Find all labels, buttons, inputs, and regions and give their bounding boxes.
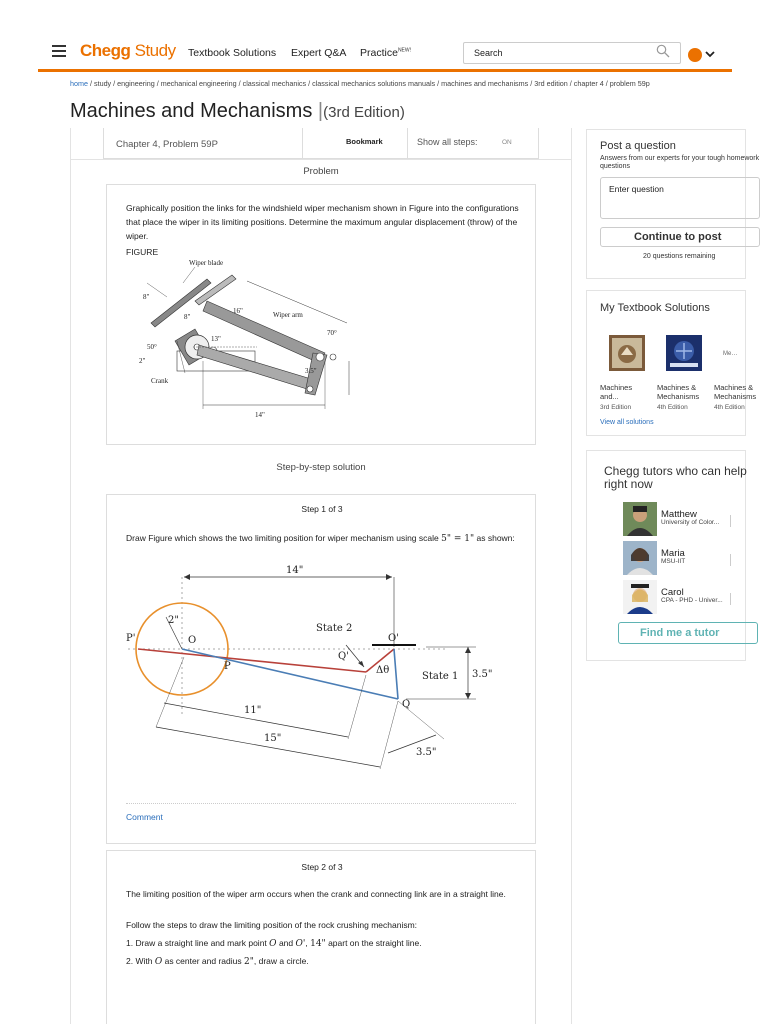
label-2in: 2"	[139, 357, 146, 365]
step-2-title	[107, 862, 537, 872]
label-8in-b: 8"	[184, 313, 191, 321]
nav-expert-qa[interactable]: Expert Q&A	[291, 47, 347, 59]
tutor-school: University of Color...	[661, 519, 720, 526]
label-70deg: 70°	[327, 329, 337, 337]
book-cover-1[interactable]	[609, 335, 645, 371]
questions-remaining: 20 questions remaining	[643, 253, 716, 260]
logo-product: Study	[134, 41, 176, 60]
tutor-avatar-carol[interactable]	[623, 580, 657, 614]
textbook-solutions-card	[586, 290, 757, 436]
logo-brand: Chegg	[80, 41, 131, 60]
step-1-scale: 5" = 1"	[441, 534, 475, 544]
label-q-prime: Q'	[338, 651, 349, 662]
book-edition: (3rd Edition)	[323, 104, 405, 121]
label-crank: Crank	[151, 377, 169, 385]
page-title: Machines and Mechanisms |(3rd Edition)	[70, 100, 405, 122]
view-all-solutions-link[interactable]: View all solutions	[600, 419, 654, 426]
continue-to-post-button[interactable]: Continue to post	[600, 227, 760, 247]
wiper-mechanism-figure	[137, 261, 357, 419]
book-3-name[interactable]: Machines & Mechanisms	[714, 383, 757, 401]
new-badge: NEW!	[397, 47, 411, 54]
tutor-name[interactable]: Matthew	[661, 509, 697, 520]
step-1-text-a: Draw Figure which shows the two limiting position for wiper mechanism using scale	[126, 533, 439, 543]
find-me-a-tutor-button[interactable]: Find me a tutor	[618, 622, 758, 644]
step-1-text-b: as shown:	[476, 533, 515, 543]
comment-link[interactable]: Comment	[126, 812, 163, 822]
label-13in: 13"	[211, 335, 221, 343]
book-2-name[interactable]: Machines & Mechanisms	[657, 383, 700, 401]
figure-label: FIGURE	[126, 247, 159, 257]
tutor-name[interactable]: Carol	[661, 587, 684, 598]
step-1-card	[106, 494, 536, 844]
problem-heading: Problem	[303, 166, 339, 177]
label-state-1: State 1	[422, 671, 459, 682]
step-2-paragraph-1: The limiting position of the wiper arm occurs when the crank and connecting link are in a straight line.	[126, 889, 506, 899]
label-p: P	[224, 661, 231, 672]
s2-l1-o: O	[269, 939, 277, 949]
hamburger-menu-icon[interactable]	[52, 45, 66, 57]
divider	[71, 159, 571, 160]
toolbar-divider	[302, 128, 303, 158]
search-input[interactable]: Search	[463, 42, 681, 64]
s2-l2-o: O	[154, 957, 163, 967]
dim-11in: 11"	[244, 705, 262, 716]
label-8in-a: 8"	[143, 293, 150, 301]
tutor-divider	[730, 593, 731, 605]
step-2-paragraph-2: Follow the steps to draw the limiting position of the rock crushing mechanism:	[126, 920, 418, 930]
tutor-school: CPA - PHD - Univer...	[661, 597, 723, 604]
label-o: O	[188, 635, 197, 646]
breadcrumb-path[interactable]: / study / engineering / mechanical engineering / classical mechanics / classical mechanics solutions manuals / machines and mechanisms / 3rd edition / chapter 4 / problem 59p	[87, 79, 650, 88]
s2-l1-b: apart on the straight line.	[328, 938, 422, 948]
divider	[126, 803, 516, 804]
book-1-name[interactable]: Machines and...	[600, 383, 633, 401]
dim-14in: 14"	[286, 565, 304, 576]
s2-l1-dist: 14"	[310, 939, 326, 949]
step-2-card	[106, 850, 536, 1024]
dim-15in: 15"	[264, 733, 282, 744]
step-1-text	[126, 531, 526, 546]
dim-2in: 2"	[168, 615, 179, 626]
nav-textbook-solutions[interactable]: Textbook Solutions	[188, 47, 277, 59]
tutor-avatar-matthew[interactable]	[623, 502, 657, 536]
book-1-edition: 3rd Edition	[600, 404, 632, 411]
step-1-title	[107, 504, 537, 514]
tutors-title: Chegg tutors who can help right now	[604, 464, 747, 491]
dim-3-5in-a: 3.5"	[472, 669, 493, 680]
show-steps-toggle[interactable]: ON	[502, 139, 512, 146]
label-3-5in: 3.5"	[305, 367, 317, 375]
search-icon[interactable]	[656, 44, 670, 58]
breadcrumb	[70, 79, 650, 88]
step-1-number: 1	[321, 504, 327, 514]
chegg-study-logo[interactable]	[80, 41, 176, 61]
textbook-solutions-title: My Textbook Solutions	[600, 302, 710, 314]
s2-l2-r: 2"	[244, 957, 254, 967]
book-cover-3[interactable]: Me…	[723, 351, 738, 357]
s2-l1-op: O'	[295, 939, 306, 949]
book-title: Machines and Mechanisms	[70, 100, 313, 122]
toolbar-divider	[407, 128, 408, 158]
problem-toolbar	[103, 128, 539, 159]
step-2-list-item-2	[126, 954, 521, 969]
label-16in: 16"	[233, 307, 243, 315]
question-input[interactable]: Enter question	[600, 177, 760, 219]
nav-practice[interactable]	[360, 47, 411, 59]
tutors-card	[586, 450, 746, 661]
label-14in: 14"	[255, 411, 265, 419]
tutor-divider	[730, 515, 731, 527]
book-cover-2[interactable]	[666, 335, 702, 371]
bookmark-button[interactable]: Bookmark	[346, 137, 383, 146]
limiting-positions-diagram	[126, 557, 516, 782]
s2-l2-a: 2. With	[126, 956, 153, 966]
post-question-title: Post a question	[600, 140, 676, 152]
label-state-2: State 2	[316, 623, 353, 634]
step-2-number: 2	[321, 862, 327, 872]
s2-l1-and: and	[278, 938, 294, 948]
label-q: Q	[402, 699, 411, 710]
step-1-prefix: Step	[301, 504, 322, 514]
label-delta-theta: Δθ	[376, 665, 390, 676]
label-p-prime: P'	[126, 633, 136, 644]
s2-l2-c: , draw a circle.	[253, 956, 309, 966]
label-50deg: 50°	[147, 343, 157, 351]
label-wiper-arm: Wiper arm	[273, 311, 303, 319]
tutor-school: MSU-IIT	[661, 558, 686, 565]
post-question-card	[586, 129, 760, 279]
book-2-edition: 4th Edition	[657, 404, 688, 411]
problem-card	[106, 184, 536, 445]
tutor-avatar-maria[interactable]	[623, 541, 657, 575]
s2-l1-a: 1. Draw a straight line and mark point	[126, 938, 267, 948]
top-navigation-bar	[38, 36, 732, 72]
chevron-down-icon[interactable]	[705, 49, 715, 59]
post-question-subtitle: Answers from our experts for your tough homework questions	[600, 155, 760, 170]
tutor-divider	[730, 554, 731, 566]
user-avatar[interactable]	[688, 48, 702, 62]
step-2-list-item-1: 1. Draw a straight line and mark point O and O', 14" apart on the straight line.	[126, 938, 422, 949]
solution-column	[70, 128, 572, 1024]
breadcrumb-home[interactable]: home	[70, 79, 88, 88]
solution-heading: Step-by-step solution	[276, 462, 366, 473]
tutor-name[interactable]: Maria	[661, 548, 685, 559]
step-2-of: of 3	[326, 862, 343, 872]
problem-text: Graphically position the links for the windshield wiper mechanism shown in Figure into the configurations that place the wiper in its limiting positions. Determine the maximum angular displacement (throw) of the wiper.	[126, 203, 519, 241]
step-1-of: of 3	[326, 504, 343, 514]
show-all-steps-label: Show all steps:	[417, 137, 478, 147]
s2-l2-b: as center and radius	[164, 956, 242, 966]
chapter-problem-label[interactable]: Chapter 4, Problem 59P	[116, 139, 218, 150]
dim-3-5in-b: 3.5"	[416, 747, 437, 758]
label-wiper-blade: Wiper blade	[189, 259, 224, 267]
book-3-edition: 4th Edition	[714, 404, 745, 411]
step-2-prefix: Step	[301, 862, 322, 872]
nav-practice-label: Practice	[360, 47, 398, 59]
label-o-prime: O'	[388, 633, 399, 644]
